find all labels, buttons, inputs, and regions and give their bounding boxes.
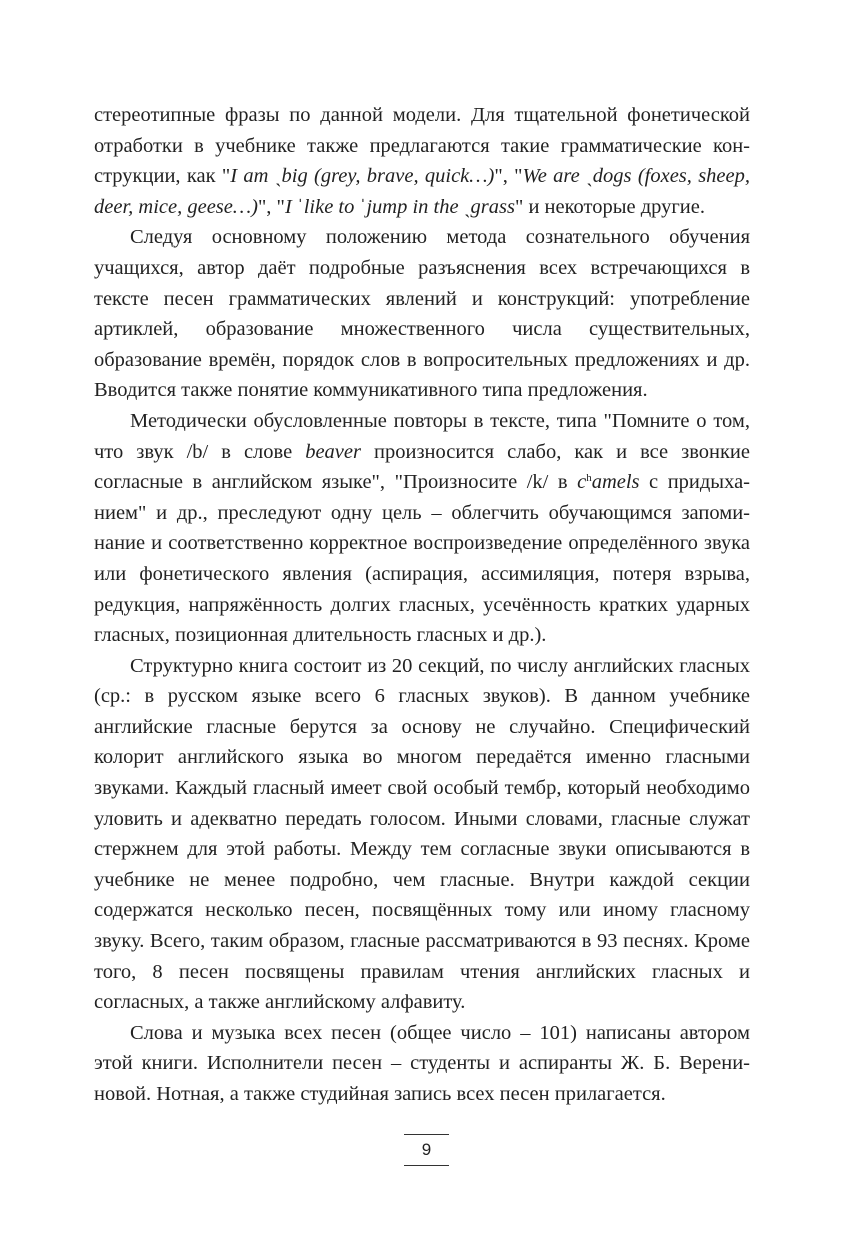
paragraph-5 <box>94 1018 750 1110</box>
paragraph-1-example-3: I ˈlike to ˈjump in the ˎgrass <box>284 195 515 218</box>
paragraph-3-text-3: с придыханием" и др., преследуют одну цель – облегчить обучающимся запоминание и соответственно корректное воспроизведение определённого звука или фонетического явления (аспирация, ассимиляция, потеря взрыва, редукция, напряжённость долгих гласных, усечённость кратких ударных гласных, позиционная длительность гласных и др.). <box>94 471 750 647</box>
paragraph-2 <box>94 222 750 406</box>
page-number: 9 <box>404 1134 449 1166</box>
aspiration-mark: h <box>586 472 592 485</box>
paragraph-3 <box>94 406 750 651</box>
book-page-body <box>94 100 750 1110</box>
paragraph-1-example-2: We are ˎdogs (foxes, sheep, deer, mice, geese…) <box>94 165 750 218</box>
paragraph-1 <box>94 100 750 222</box>
paragraph-3-word-camels-end: amels <box>591 471 640 494</box>
paragraph-5-text: Слова и музыка всех песен (общее число – 101) написаны автором этой книги. Исполнители песен – студенты и аспиранты Ж. Б. Верениновой. Нотная, а также студийная запись всех песен прилагается. <box>94 1021 750 1105</box>
paragraph-4 <box>94 651 750 1018</box>
paragraph-4-text: Структурно книга состоит из 20 секций, по числу английских гласных (ср.: в русском языке всего 6 гласных звуков). В данном учебнике английские гласные берутся за основу не случайно. Специфический колорит английского языка во многом передаётся именно гласными звуками. Каждый гласный имеет свой особый тембр, который необходимо уловить и адекватно передать голосом. Иными словами, гласные служат стержнем для этой работы. Между тем согласные звуки описываются в учебнике не менее подробно, чем гласные. Внутри каждой секции содержатся несколько песен, посвящённых тому или иному гласному звуку. Всего, таким образом, гласные рассматриваются в 93 песнях. Кроме того, 8 песен посвящены правилам чтения английских гласных и согласных, а также английскому алфавиту. <box>94 654 750 1014</box>
paragraph-1-text-1: стереотипные фразы по данной модели. Для тщательной фонетической отработки в учебнике также предлагаются такие грамматические конструкции, как " <box>94 104 750 188</box>
paragraph-3-text-2: произносится слабо, как и все звонкие согласные в английском языке", "Произносите /k/ в <box>94 440 750 494</box>
paragraph-3-text-1: Методически обусловленные повторы в тексте, типа "Помните о том, что звук /b/ в слове <box>94 409 750 463</box>
paragraph-2-text: Следуя основному положению метода сознательного обучения учащихся, автор даёт подробные разъяснения всех встречающихся в тексте песен грамматических явлений и конструкций: употребление артиклей, образование множественного числа существительных, образование времён, порядок слов в вопросительных предложениях и др. Вводится также понятие коммуникативного типа предложения. <box>94 226 750 402</box>
paragraph-1-text-4: " и некоторые другие. <box>514 195 705 218</box>
paragraph-3-word-camels-start: c <box>577 471 587 494</box>
paragraph-3-word-beaver: beaver <box>305 440 361 463</box>
paragraph-1-example-1: I am ˎbig (grey, brave, quick…) <box>230 165 495 188</box>
paragraph-1-text-2: ", " <box>494 165 523 188</box>
paragraph-1-text-3: ", " <box>257 195 285 218</box>
